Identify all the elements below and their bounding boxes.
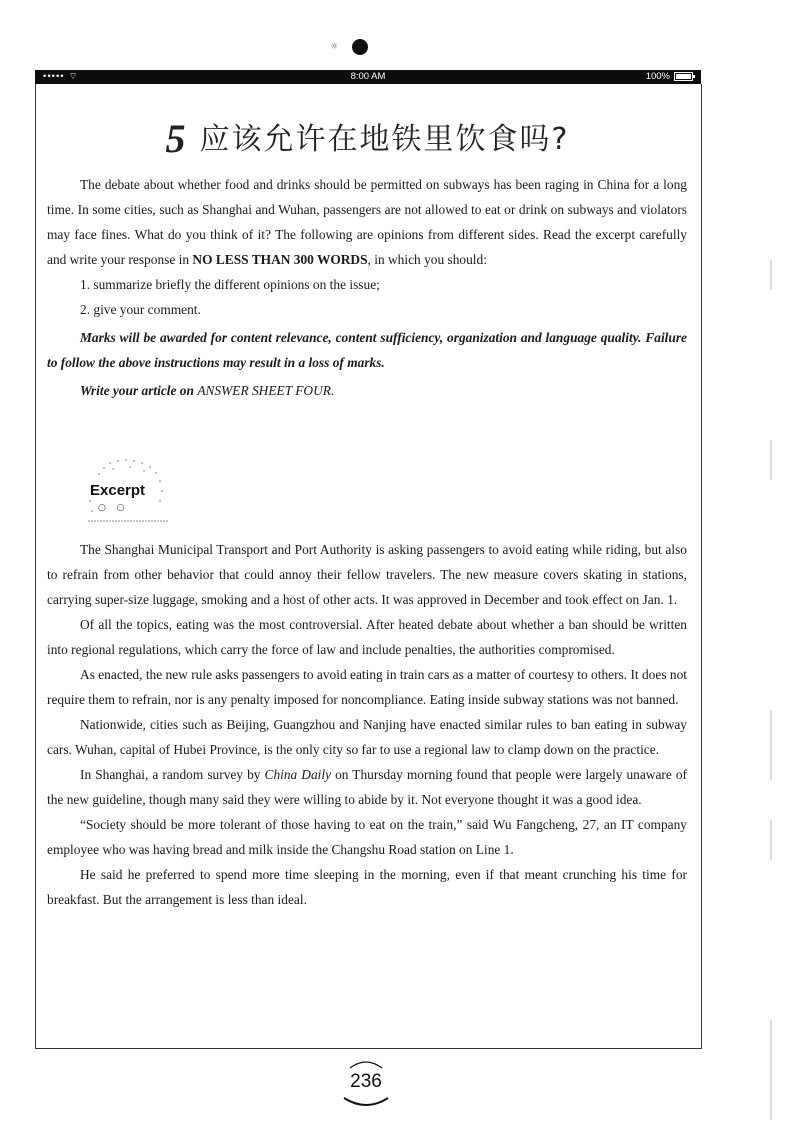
ornament-dot-icon: [352, 39, 368, 55]
instruction-paragraph: [47, 172, 687, 272]
page-number: [340, 1054, 392, 1114]
title-text: 应该允许在地铁里饮食吗?: [199, 122, 570, 157]
status-time: 8:00 AM: [350, 71, 386, 82]
excerpt-paragraph-6: “Society should be more tolerant of those having to eat on the train,” said Wu Fangcheng, 27, an IT company employee who was having bread and milk inside the Changshu Road station on Line 1.: [47, 817, 687, 857]
excerpt-source: China Daily: [264, 767, 332, 782]
word-requirement: NO LESS THAN 300 WORDS: [192, 252, 368, 267]
excerpt-paragraph-2: Of all the topics, eating was the most controversial. After heated debate about whether a ban should be written into regional regulations, which carry the force of law and include penalties, the authorities compromised.: [47, 617, 687, 657]
battery-indicator: [646, 71, 693, 82]
write-instruction: [47, 378, 687, 403]
status-bar: [35, 70, 701, 84]
signal-dots: •••••: [43, 71, 65, 82]
excerpt-paragraph-1: The Shanghai Municipal Transport and Port Authority is asking passengers to avoid eating while riding, but also to refrain from other behavior that could annoy their fellow travelers. The new measure covers skating in stations, carrying super-size luggage, smoking and a host of other acts. It was approved in December and took effect on Jan. 1.: [47, 542, 687, 607]
excerpt-p5-start: In Shanghai, a random survey by: [80, 767, 261, 782]
excerpt-badge: [80, 455, 175, 525]
instruction-item-1: 1. summarize briefly the different opinions on the issue;: [80, 277, 380, 292]
wifi-icon: ⌔: [68, 71, 79, 82]
instruction-text: The debate about whether food and drinks should be permitted on subways has been raging in China for a long time. In some cities, such as Shanghai and Wuhan, passengers are not allowed to eat or drink on subways and violators may face fines. What do you think of it? The following are opinions from different sides. Read the excerpt carefully and write your response in: [47, 177, 687, 267]
title-number: 5: [165, 116, 186, 161]
battery-fill: [676, 74, 691, 79]
instructions: [47, 172, 687, 403]
write-target: ANSWER SHEET FOUR.: [197, 383, 335, 398]
excerpt-paragraph-4: Nationwide, cities such as Beijing, Guangzhou and Nanjing have enacted similar rules to ban eating in subway cars. Wuhan, capital of Hubei Province, is the only city so far to use a regional law to clamp down on the practice.: [47, 717, 687, 757]
battery-icon: [674, 72, 693, 81]
excerpt-paragraph-7: He said he preferred to spend more time sleeping in the morning, even if that meant crunching his time for breakfast. But the arrangement is less than ideal.: [47, 867, 687, 907]
marks-note: Marks will be awarded for content relevance, content sufficiency, organization and language quality. Failure to follow the above instructions may result in a loss of marks.: [47, 330, 687, 370]
battery-percent: 100%: [645, 71, 670, 82]
top-ornament: [330, 36, 390, 58]
excerpt-body: [47, 537, 687, 912]
write-prefix: Write your article on: [80, 383, 194, 398]
edge-tick-marks: [769, 260, 773, 1120]
ornament-star-icon: ☼: [330, 42, 339, 52]
page-number-text: 236: [350, 1071, 382, 1092]
excerpt-label: Excerpt: [90, 482, 146, 499]
excerpt-dots-icon: ○ ○: [98, 503, 129, 513]
instruction-item-2: 2. give your comment.: [80, 302, 201, 317]
excerpt-paragraph-5: [47, 762, 687, 812]
excerpt-paragraph-3: As enacted, the new rule asks passengers to avoid eating in train cars as a matter of courtesy to others. It does not require them to refrain, nor is any penalty imposed for noncompliance. Eating inside subway stations was not banned.: [47, 667, 687, 707]
instruction-text-end: , in which you should:: [367, 252, 487, 267]
page-title: [35, 114, 700, 162]
excerpt-p5-end: on Thursday morning found that people were largely unaware of the new guideline, though many said they were willing to abide by it. Not everyone thought it was a good idea.: [47, 767, 687, 807]
